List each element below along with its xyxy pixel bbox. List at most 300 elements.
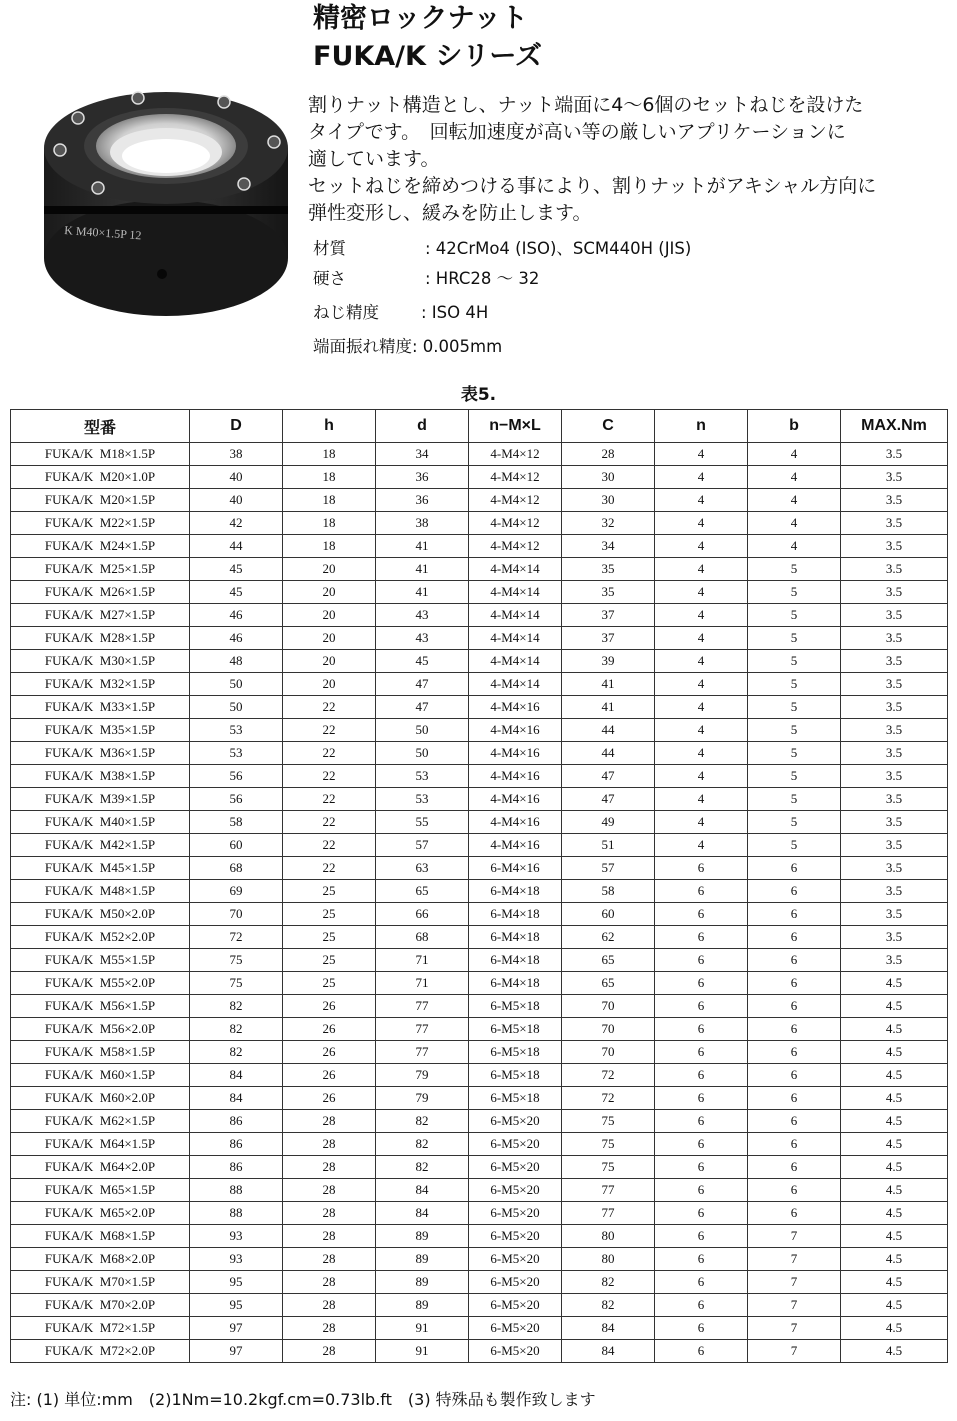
table-cell: 6-M4×16 [469, 857, 562, 880]
table-cell: 97 [190, 1317, 283, 1340]
table-cell: 4-M4×12 [469, 535, 562, 558]
table-cell: 53 [190, 719, 283, 742]
table-cell: 66 [376, 903, 469, 926]
spec-thread-accuracy [313, 302, 488, 324]
table-header-row [11, 410, 948, 443]
table-cell: FUKA/K M50×2.0P [11, 903, 190, 926]
table-cell: FUKA/K M56×1.5P [11, 995, 190, 1018]
table-cell: 4.5 [841, 1294, 948, 1317]
table-cell: 80 [562, 1225, 655, 1248]
table-cell: 4.5 [841, 1110, 948, 1133]
spec-material [313, 238, 691, 260]
description-line: 割りナット構造とし、ナット端面に4〜6個のセットねじを設けた [308, 94, 864, 116]
table-cell: 4.5 [841, 1317, 948, 1340]
spec-label: 材質 [313, 239, 346, 258]
table-cell: 4 [748, 489, 841, 512]
table-cell: FUKA/K M68×1.5P [11, 1225, 190, 1248]
table-cell: 22 [283, 719, 376, 742]
table-cell: 4-M4×16 [469, 765, 562, 788]
table-cell: 89 [376, 1294, 469, 1317]
table-cell: 55 [376, 811, 469, 834]
table-cell: 38 [190, 443, 283, 466]
table-cell: 26 [283, 1041, 376, 1064]
table-cell: 26 [283, 995, 376, 1018]
table-cell: FUKA/K M68×2.0P [11, 1248, 190, 1271]
table-row [11, 1271, 948, 1294]
table-cell: 7 [748, 1271, 841, 1294]
table-cell: 95 [190, 1294, 283, 1317]
table-cell: 34 [562, 535, 655, 558]
table-cell: 7 [748, 1340, 841, 1363]
table-cell: 18 [283, 512, 376, 535]
table-cell: 77 [376, 1041, 469, 1064]
table-cell: 25 [283, 972, 376, 995]
table-cell: 3.5 [841, 719, 948, 742]
table-cell: FUKA/K M70×1.5P [11, 1271, 190, 1294]
table-cell: 5 [748, 811, 841, 834]
spec-value: : 0.005mm [412, 337, 503, 356]
table-cell: 6 [655, 857, 748, 880]
table-cell: 6 [655, 995, 748, 1018]
table-cell: 58 [562, 880, 655, 903]
table-cell: 77 [562, 1202, 655, 1225]
table-row [11, 558, 948, 581]
table-cell: 4.5 [841, 1225, 948, 1248]
table-cell: FUKA/K M20×1.5P [11, 489, 190, 512]
table-cell: 6 [748, 903, 841, 926]
table-cell: 6-M4×18 [469, 949, 562, 972]
table-cell: 6 [748, 1179, 841, 1202]
table-cell: 6 [748, 1064, 841, 1087]
table-cell: 6 [748, 1156, 841, 1179]
table-cell: 82 [376, 1133, 469, 1156]
table-cell: 5 [748, 696, 841, 719]
table-cell: 4-M4×14 [469, 627, 562, 650]
table-cell: FUKA/K M24×1.5P [11, 535, 190, 558]
table-cell: 6 [655, 1156, 748, 1179]
table-cell: 47 [562, 765, 655, 788]
table-cell: 53 [376, 788, 469, 811]
table-cell: FUKA/K M35×1.5P [11, 719, 190, 742]
nut-engraving: K M40×1.5P 12 [63, 223, 142, 243]
table-cell: 5 [748, 788, 841, 811]
table-cell: 28 [283, 1317, 376, 1340]
table-row [11, 972, 948, 995]
table-cell: 93 [190, 1248, 283, 1271]
table-row [11, 673, 948, 696]
table-cell: FUKA/K M65×2.0P [11, 1202, 190, 1225]
table-cell: 53 [190, 742, 283, 765]
footnote: 注: (1) 単位:mm (2)1Nm=10.2kgf.cm=0.73lb.ft (3) 特殊品も製作致します [10, 1390, 596, 1409]
table-cell: 50 [190, 696, 283, 719]
table-cell: 51 [562, 834, 655, 857]
table-cell: 3.5 [841, 466, 948, 489]
series-title: FUKA/K シリーズ [313, 41, 543, 72]
table-cell: 3.5 [841, 903, 948, 926]
table-cell: 75 [190, 972, 283, 995]
table-cell: 69 [190, 880, 283, 903]
table-cell: 3.5 [841, 696, 948, 719]
table-cell: 75 [190, 949, 283, 972]
table-cell: 4-M4×14 [469, 558, 562, 581]
table-cell: 25 [283, 949, 376, 972]
table-cell: 6-M5×20 [469, 1271, 562, 1294]
table-cell: 6-M4×18 [469, 926, 562, 949]
table-cell: 6 [748, 1110, 841, 1133]
table-cell: 4 [655, 489, 748, 512]
table-cell: 84 [376, 1202, 469, 1225]
table-cell: 84 [562, 1317, 655, 1340]
table-cell: 4-M4×16 [469, 696, 562, 719]
table-cell: 60 [562, 903, 655, 926]
table-cell: FUKA/K M60×1.5P [11, 1064, 190, 1087]
table-cell: 5 [748, 742, 841, 765]
table-cell: 4-M4×12 [469, 512, 562, 535]
table-row [11, 880, 948, 903]
table-cell: 25 [283, 926, 376, 949]
table-cell: 26 [283, 1018, 376, 1041]
table-cell: 6-M5×20 [469, 1248, 562, 1271]
table-cell: 4 [655, 558, 748, 581]
table-cell: 4-M4×12 [469, 489, 562, 512]
table-cell: FUKA/K M64×2.0P [11, 1156, 190, 1179]
table-cell: 3.5 [841, 949, 948, 972]
column-header: D [190, 410, 283, 443]
table-cell: 4.5 [841, 1340, 948, 1363]
table-cell: 28 [283, 1248, 376, 1271]
table-row [11, 949, 948, 972]
table-cell: 48 [190, 650, 283, 673]
table-cell: 4-M4×16 [469, 742, 562, 765]
table-cell: 72 [562, 1064, 655, 1087]
table-cell: 88 [190, 1202, 283, 1225]
table-row [11, 1179, 948, 1202]
table-cell: 3.5 [841, 558, 948, 581]
table-cell: 6 [655, 1271, 748, 1294]
table-cell: 43 [376, 604, 469, 627]
table-cell: 45 [376, 650, 469, 673]
table-cell: 28 [283, 1156, 376, 1179]
table-cell: FUKA/K M28×1.5P [11, 627, 190, 650]
table-cell: 68 [190, 857, 283, 880]
table-cell: 3.5 [841, 926, 948, 949]
table-row [11, 696, 948, 719]
table-cell: 4.5 [841, 1133, 948, 1156]
table-row [11, 1202, 948, 1225]
table-cell: 84 [190, 1064, 283, 1087]
table-cell: 45 [190, 581, 283, 604]
table-cell: 93 [190, 1225, 283, 1248]
table-cell: 6 [655, 903, 748, 926]
table-cell: 4 [655, 765, 748, 788]
table-cell: 6-M5×18 [469, 1064, 562, 1087]
table-cell: 6 [655, 1087, 748, 1110]
table-cell: 50 [376, 742, 469, 765]
table-cell: 4 [655, 673, 748, 696]
table-cell: 4.5 [841, 1179, 948, 1202]
table-cell: 4.5 [841, 972, 948, 995]
table-cell: FUKA/K M26×1.5P [11, 581, 190, 604]
table-cell: 30 [562, 466, 655, 489]
table-cell: 77 [376, 1018, 469, 1041]
table-cell: 6 [748, 972, 841, 995]
table-cell: 6-M5×20 [469, 1317, 562, 1340]
table-cell: 4-M4×12 [469, 443, 562, 466]
table-cell: 72 [562, 1087, 655, 1110]
table-cell: 20 [283, 627, 376, 650]
table-cell: 3.5 [841, 650, 948, 673]
table-row [11, 581, 948, 604]
table-cell: 60 [190, 834, 283, 857]
table-cell: FUKA/K M22×1.5P [11, 512, 190, 535]
spec-hardness [313, 268, 539, 290]
table-cell: 86 [190, 1156, 283, 1179]
table-row [11, 1110, 948, 1133]
column-header: C [562, 410, 655, 443]
table-cell: FUKA/K M72×1.5P [11, 1317, 190, 1340]
table-row [11, 995, 948, 1018]
table-cell: 3.5 [841, 443, 948, 466]
table-cell: 6 [748, 995, 841, 1018]
table-cell: 3.5 [841, 834, 948, 857]
table-cell: 5 [748, 604, 841, 627]
table-cell: 3.5 [841, 627, 948, 650]
table-cell: 4 [655, 535, 748, 558]
table-cell: 34 [376, 443, 469, 466]
table-cell: 18 [283, 443, 376, 466]
table-cell: FUKA/K M55×2.0P [11, 972, 190, 995]
table-cell: 70 [190, 903, 283, 926]
table-cell: 22 [283, 834, 376, 857]
table-cell: FUKA/K M42×1.5P [11, 834, 190, 857]
table-cell: 86 [190, 1110, 283, 1133]
table-cell: 3.5 [841, 512, 948, 535]
table-cell: 4 [655, 788, 748, 811]
table-cell: 6 [748, 926, 841, 949]
table-cell: 28 [283, 1271, 376, 1294]
table-cell: 6-M5×20 [469, 1294, 562, 1317]
table-cell: FUKA/K M58×1.5P [11, 1041, 190, 1064]
table-cell: 18 [283, 535, 376, 558]
table-cell: 58 [190, 811, 283, 834]
table-cell: 6 [655, 972, 748, 995]
table-cell: 6 [655, 1340, 748, 1363]
table-cell: 6 [655, 1179, 748, 1202]
table-cell: 3.5 [841, 788, 948, 811]
table-cell: 57 [376, 834, 469, 857]
table-cell: 4.5 [841, 1248, 948, 1271]
spec-value: : HRC28 ～ 32 [425, 269, 540, 288]
table-cell: 4 [655, 696, 748, 719]
spec-label: 硬さ [313, 269, 346, 288]
table-cell: 71 [376, 972, 469, 995]
table-cell: 4 [655, 742, 748, 765]
table-cell: 41 [376, 581, 469, 604]
table-cell: 46 [190, 604, 283, 627]
table-cell: 65 [562, 949, 655, 972]
table-cell: 6-M5×20 [469, 1340, 562, 1363]
table-cell: 28 [283, 1225, 376, 1248]
table-cell: 4-M4×16 [469, 834, 562, 857]
table-cell: 6 [748, 880, 841, 903]
table-row [11, 535, 948, 558]
table-cell: 5 [748, 719, 841, 742]
table-cell: 6-M5×20 [469, 1110, 562, 1133]
table-cell: 7 [748, 1294, 841, 1317]
table-cell: 28 [283, 1294, 376, 1317]
table-cell: 6-M5×18 [469, 1087, 562, 1110]
table-cell: 5 [748, 581, 841, 604]
table-row [11, 857, 948, 880]
table-cell: 57 [562, 857, 655, 880]
table-row [11, 926, 948, 949]
table-row [11, 834, 948, 857]
table-cell: 6 [748, 1041, 841, 1064]
table-cell: 20 [283, 581, 376, 604]
table-cell: FUKA/K M38×1.5P [11, 765, 190, 788]
table-cell: 36 [376, 489, 469, 512]
table-cell: FUKA/K M39×1.5P [11, 788, 190, 811]
table-cell: 4-M4×14 [469, 650, 562, 673]
table-cell: 82 [562, 1294, 655, 1317]
table-cell: FUKA/K M52×2.0P [11, 926, 190, 949]
table-cell: 6-M5×20 [469, 1179, 562, 1202]
table-cell: 91 [376, 1317, 469, 1340]
table-cell: 4 [655, 834, 748, 857]
table-cell: FUKA/K M55×1.5P [11, 949, 190, 972]
table-cell: 18 [283, 466, 376, 489]
table-cell: 4-M4×16 [469, 811, 562, 834]
table-cell: 6-M5×20 [469, 1225, 562, 1248]
table-cell: 40 [190, 466, 283, 489]
spec-label: ねじ精度 [313, 303, 379, 322]
table-cell: 35 [562, 581, 655, 604]
table-cell: 6-M5×18 [469, 1041, 562, 1064]
table-cell: 4 [655, 650, 748, 673]
table-cell: 6 [655, 1041, 748, 1064]
table-cell: 6-M5×18 [469, 1018, 562, 1041]
table-cell: 88 [190, 1179, 283, 1202]
table-cell: 41 [376, 558, 469, 581]
table-cell: 41 [562, 696, 655, 719]
table-cell: 3.5 [841, 673, 948, 696]
table-cell: 62 [562, 926, 655, 949]
table-cell: FUKA/K M70×2.0P [11, 1294, 190, 1317]
table-cell: 26 [283, 1087, 376, 1110]
table-cell: 6 [655, 1225, 748, 1248]
table-cell: 22 [283, 788, 376, 811]
table-cell: 4.5 [841, 1041, 948, 1064]
table-cell: FUKA/K M40×1.5P [11, 811, 190, 834]
table-cell: 22 [283, 742, 376, 765]
table-cell: 4 [655, 466, 748, 489]
table-cell: 32 [562, 512, 655, 535]
table-cell: 4 [655, 604, 748, 627]
table-cell: 47 [376, 696, 469, 719]
column-header: 型番 [11, 410, 190, 443]
table-cell: FUKA/K M56×2.0P [11, 1018, 190, 1041]
table-cell: 80 [562, 1248, 655, 1271]
table-cell: 4.5 [841, 1087, 948, 1110]
table-cell: 89 [376, 1248, 469, 1271]
table-cell: 28 [283, 1202, 376, 1225]
table-cell: 71 [376, 949, 469, 972]
column-header: d [376, 410, 469, 443]
table-row [11, 1156, 948, 1179]
lock-nut-photo [38, 88, 294, 328]
table-cell: 20 [283, 558, 376, 581]
table-cell: 47 [562, 788, 655, 811]
description-line: タイプです。 回転加速度が高い等の厳しいアプリケーションに [308, 121, 846, 143]
table-cell: 26 [283, 1064, 376, 1087]
table-cell: 40 [190, 489, 283, 512]
table-cell: 49 [562, 811, 655, 834]
table-row [11, 765, 948, 788]
table-cell: 45 [190, 558, 283, 581]
table-cell: 4 [655, 627, 748, 650]
table-cell: 28 [283, 1133, 376, 1156]
table-cell: 6-M5×20 [469, 1202, 562, 1225]
table-cell: FUKA/K M48×1.5P [11, 880, 190, 903]
table-cell: 6 [748, 949, 841, 972]
table-cell: 70 [562, 1018, 655, 1041]
table-cell: 5 [748, 558, 841, 581]
table-cell: 65 [376, 880, 469, 903]
table-cell: 6 [655, 880, 748, 903]
table-cell: 28 [283, 1340, 376, 1363]
table-cell: 77 [376, 995, 469, 1018]
table-cell: 70 [562, 995, 655, 1018]
table-cell: 6 [655, 1294, 748, 1317]
table-cell: 75 [562, 1110, 655, 1133]
table-cell: 82 [376, 1110, 469, 1133]
table-row [11, 903, 948, 926]
table-cell: 84 [376, 1179, 469, 1202]
table-cell: 4-M4×16 [469, 788, 562, 811]
table-row [11, 627, 948, 650]
table-cell: 6 [655, 1064, 748, 1087]
table-cell: FUKA/K M45×1.5P [11, 857, 190, 880]
table-cell: 86 [190, 1133, 283, 1156]
table-cell: 4.5 [841, 995, 948, 1018]
table-cell: 6 [748, 857, 841, 880]
table-cell: 3.5 [841, 742, 948, 765]
table-cell: 3.5 [841, 765, 948, 788]
table-cell: 28 [283, 1179, 376, 1202]
page-title: 精密ロックナット [313, 3, 528, 34]
spec-value: : ISO 4H [421, 303, 489, 322]
table-row [11, 1018, 948, 1041]
table-row [11, 1225, 948, 1248]
table-cell: 6 [748, 1087, 841, 1110]
table-cell: 5 [748, 765, 841, 788]
table-row [11, 604, 948, 627]
table-cell: 44 [562, 719, 655, 742]
table-cell: 56 [190, 765, 283, 788]
table-cell: 6 [655, 1202, 748, 1225]
table-cell: 6-M4×18 [469, 972, 562, 995]
table-cell: 63 [376, 857, 469, 880]
spec-face-runout [313, 336, 502, 358]
table-cell: 42 [190, 512, 283, 535]
description-line: 弾性変形し、緩みを防止します。 [308, 202, 592, 224]
table-cell: 7 [748, 1248, 841, 1271]
table-cell: 35 [562, 558, 655, 581]
table-cell: 4 [655, 512, 748, 535]
table-cell: 7 [748, 1225, 841, 1248]
table-row [11, 1317, 948, 1340]
table-cell: 3.5 [841, 489, 948, 512]
